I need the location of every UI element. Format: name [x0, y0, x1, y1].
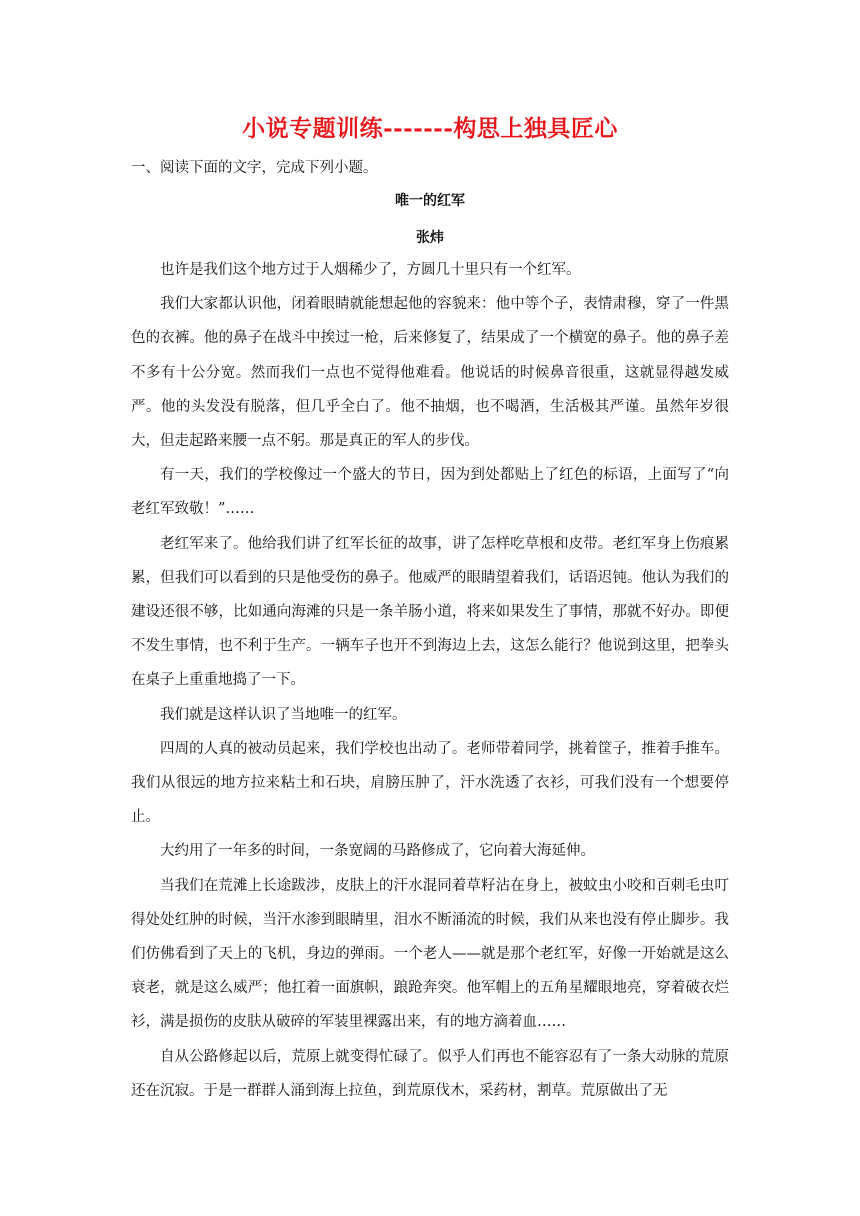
paragraph: 四周的人真的被动员起来，我们学校也出动了。老师带着同学，挑着筐子，推着手推车。我们从很远的地方拉来粘土和石块，肩膀压肿了，汗水洗透了衣衫，可我们没有一个想要停止。: [131, 740, 729, 826]
story-author: 张炜: [416, 230, 444, 246]
paragraph: 当我们在荒滩上长途跋涉，皮肤上的汗水混同着草籽沾在身上，被蚊虫小咬和百刺毛虫叮得处处红肿的时候，当汗水渗到眼睛里，泪水不断涌流的时候，我们从来也没有停止脚步。我们仿佛看到了天上的飞机，身边的弹雨。一个老人——就是那个老红军，好像一开始就是这么衰老，就是这么威严；他扛着一面旗帜，踉跄奔突。他军帽上的五角星耀眼地亮，穿着破衣烂衫，满是损伤的皮肤从破碎的军装里裸露出来，有的地方滴着血……: [131, 877, 729, 1031]
section-heading: 一、阅读下面的文字，完成下列小题。: [131, 160, 378, 176]
story-title: 唯一的红军: [395, 193, 465, 209]
paragraph: 我们就是这样认识了当地唯一的红军。: [160, 706, 407, 723]
paragraph: 老红军来了。他给我们讲了红军长征的故事，讲了怎样吃草根和皮带。老红军身上伤痕累累，但我们可以看到的只是他受伤的鼻子。他威严的眼睛望着我们，话语迟钝。他认为我们的建设还很不够，比如通向海滩的只是一条羊肠小道，将来如果发生了事情，那就不好办。即便不发生事情，也不利于生产。一辆车子也开不到海边上去，这怎么能行？他说到这里，把拳头在桌子上重重地捣了一下。: [131, 535, 729, 689]
paragraph: 大约用了一年多的时间，一条宽阔的马路修成了，它向着大海延伸。: [160, 843, 595, 860]
story-body: [131, 253, 729, 1108]
paragraph: 我们大家都认识他，闭着眼睛就能想起他的容貌来：他中等个子，表情肃穆，穿了一件黑色的衣裤。他的鼻子在战斗中挨过一枪，后来修复了，结果成了一个横宽的鼻子。他的鼻子差不多有十公分宽。然而我们一点也不觉得他难看。他说话的时候鼻音很重，这就显得越发威严。他的头发没有脱落，但几乎全白了。他不抽烟，也不喝酒，生活极其严谨。虽然年岁很大，但走起路来腰一点不躬。那是真正的军人的步伐。: [131, 296, 729, 450]
paragraph: 自从公路修起以后，荒原上就变得忙碌了。似乎人们再也不能容忍有了一条大动脉的荒原还在沉寂。于是一群群人涌到海上拉鱼，到荒原伐木，采药材，割草。荒原做出了无: [131, 1048, 729, 1099]
paragraph: 也许是我们这个地方过于人烟稀少了，方圆几十里只有一个红军。: [160, 262, 581, 278]
document-title: 小说专题训练-------构思上独具匠心: [242, 115, 618, 142]
paragraph: 有一天，我们的学校像过一个盛大的节日，因为到处都贴上了红色的标语，上面写了“向老红军致敬！”……: [131, 467, 729, 518]
